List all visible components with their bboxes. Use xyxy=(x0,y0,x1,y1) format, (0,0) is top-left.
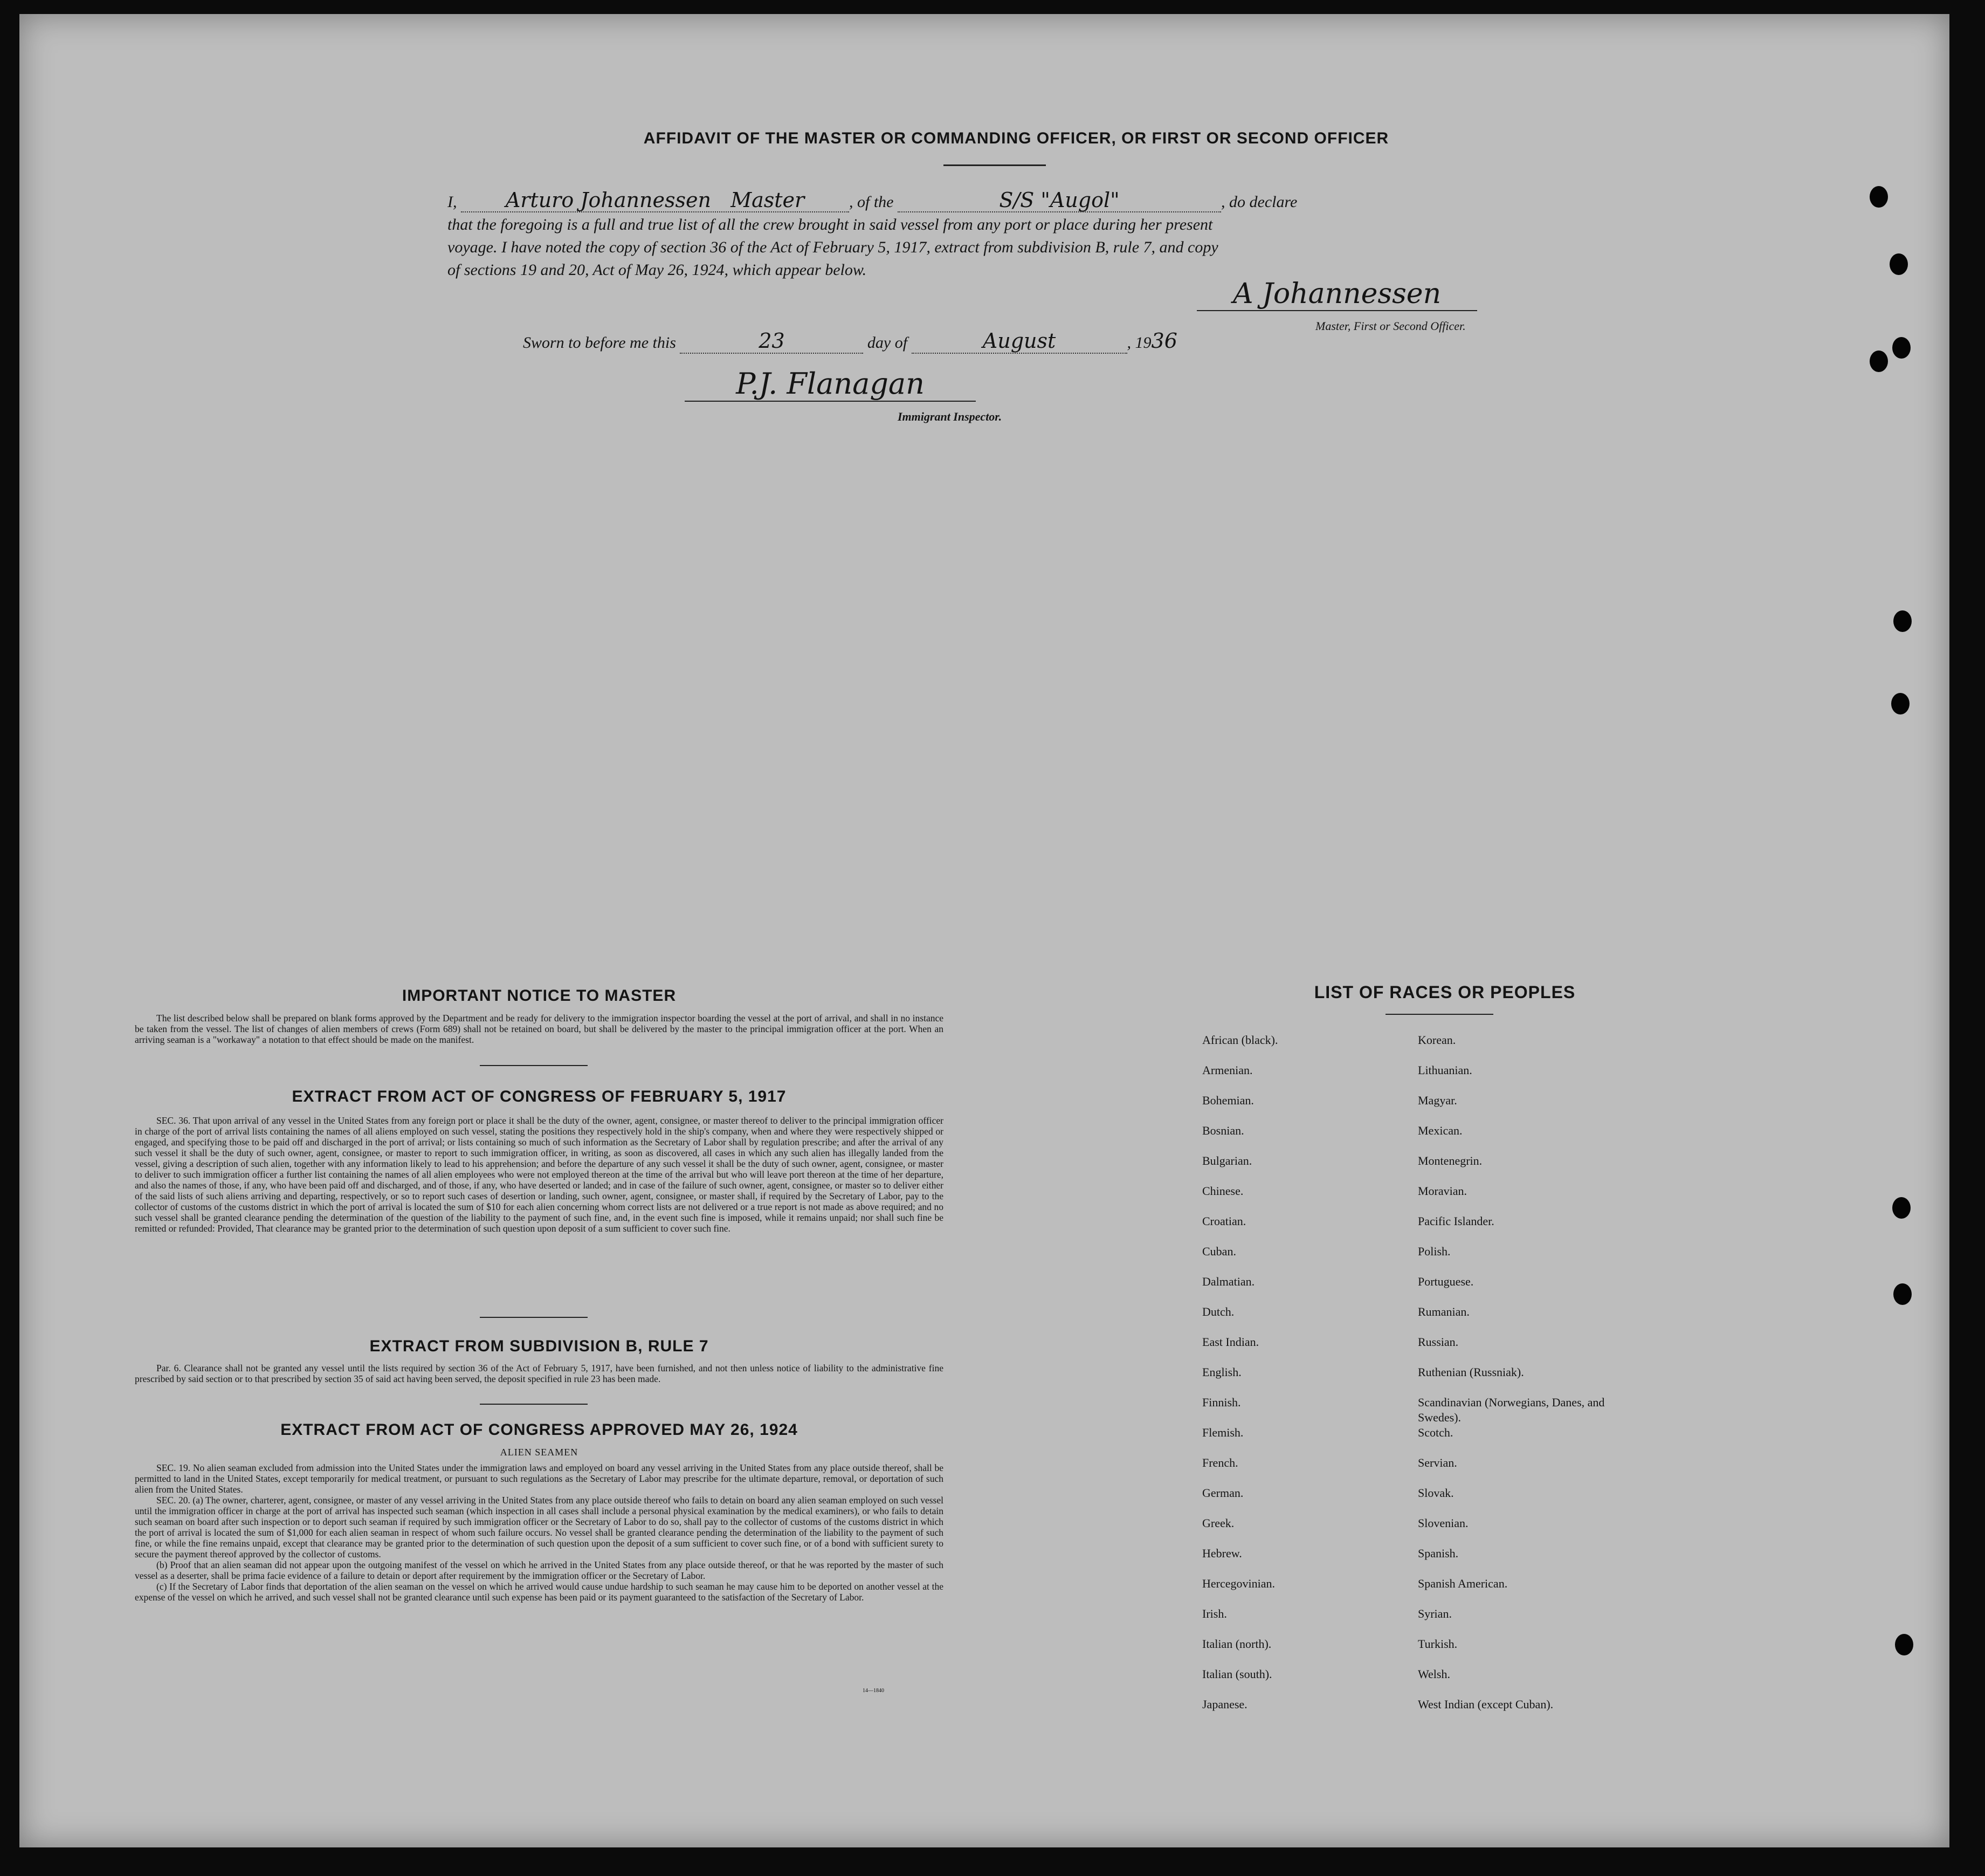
race-item: Italian (south). xyxy=(1202,1667,1272,1681)
master-signature: A Johannessen xyxy=(1197,278,1477,311)
race-item: Hebrew. xyxy=(1202,1547,1242,1560)
of-the-label: , of the xyxy=(849,193,894,211)
binder-hole xyxy=(1890,253,1908,275)
race-item: Moravian. xyxy=(1418,1184,1467,1198)
race-item: Magyar. xyxy=(1418,1094,1457,1107)
extract-1917-title: EXTRACT FROM ACT OF CONGRESS OF FEBRUARY 5, 1917 xyxy=(292,1088,787,1105)
inspector-label: Immigrant Inspector. xyxy=(898,410,1002,423)
section-20a-paragraph: SEC. 20. (a) The owner, charterer, agent, consignee, or master of any vessel arriving in the United States from any place outside thereof who fails to detain on board any alien seaman employed on such vessel until the immigration officer in charge at the port of arrival has inspected such seaman (which inspection in all cases shall include a personal physical examination by the medical examiners), or who fails to detain such seaman on board after such inspection or to deport such seaman if required by such immigration officer or the Secretary of Labor to do so, shall pay to the collector of customs of the customs district in which the port of arrival is located the sum of $1,000 for each alien seaman in respect of whom such failure occurs. No vessel shall be granted clearance pending the determination of the liability to the payment of such fine, or while the fine remains unpaid, except that clearance may be granted prior to the determination of such question upon the deposit of a sum sufficient to cover such fine, or of a bond with sufficient surety to secure the payment thereof approved by the collector of customs. xyxy=(135,1495,943,1559)
race-item: Servian. xyxy=(1418,1456,1457,1469)
sworn-day: 23 xyxy=(680,329,863,354)
binder-hole xyxy=(1892,337,1911,359)
race-item: Bohemian. xyxy=(1202,1094,1254,1107)
binder-hole xyxy=(1870,186,1888,208)
declaration-line-4: of sections 19 and 20, Act of May 26, 1924, which appear below. xyxy=(447,261,867,279)
races-title: LIST OF RACES OR PEOPLES xyxy=(1314,982,1576,1002)
races-column-1 xyxy=(1202,1033,1396,1727)
extract-1924-title: EXTRACT FROM ACT OF CONGRESS APPROVED MAY 26, 1924 xyxy=(280,1421,798,1439)
sworn-year: 36 xyxy=(1151,329,1177,353)
section-20b-paragraph: (b) Proof that an alien seaman did not appear upon the outgoing manifest of the vessel on which he arrived in the United States from any place outside thereof, or that he was reported by the master of such vessel as a deserter, shall be prima facie evidence of a failure to detain or deport after requirement by the immigration officer or the Secretary of Labor. xyxy=(135,1559,943,1581)
race-item: Bulgarian. xyxy=(1202,1154,1252,1167)
title-divider xyxy=(943,164,1046,166)
race-item: Bosnian. xyxy=(1202,1124,1244,1137)
race-item: Hercegovinian. xyxy=(1202,1577,1275,1590)
binder-hole xyxy=(1870,351,1888,372)
sworn-line xyxy=(523,329,1177,354)
binder-hole xyxy=(1891,693,1910,714)
divider xyxy=(480,1317,588,1318)
race-item: Spanish American. xyxy=(1418,1577,1508,1590)
divider xyxy=(480,1065,588,1066)
race-item: Scotch. xyxy=(1418,1426,1453,1439)
race-item: Korean. xyxy=(1418,1033,1456,1047)
race-item: Syrian. xyxy=(1418,1607,1452,1620)
declaration-line-2: that the foregoing is a full and true list of all the crew brought in said vessel from any port or place during her present xyxy=(447,216,1213,233)
declaration-line-3: voyage. I have noted the copy of section 36 of the Act of February 5, 1917, extract from subdivision B, rule 7, and copy xyxy=(447,238,1218,256)
binder-hole xyxy=(1895,1634,1913,1655)
notice-text xyxy=(135,1013,943,1045)
race-item: Italian (north). xyxy=(1202,1637,1272,1651)
race-item: African (black). xyxy=(1202,1033,1278,1047)
race-item: French. xyxy=(1202,1456,1238,1469)
race-item: German. xyxy=(1202,1486,1244,1500)
vessel-name-field: S/S "Augol" xyxy=(898,189,1221,212)
race-item: Chinese. xyxy=(1202,1184,1244,1198)
race-item: Turkish. xyxy=(1418,1637,1458,1651)
races-divider xyxy=(1386,1014,1493,1015)
subdivision-text xyxy=(135,1363,943,1384)
race-item: East Indian. xyxy=(1202,1335,1259,1349)
binder-hole xyxy=(1892,1197,1911,1219)
section-20c-paragraph: (c) If the Secretary of Labor finds that deportation of the alien seaman on the vessel on which he arrived would cause undue hardship to such seaman he may cause him to be deported on another vessel at the expense of the vessel on which he arrived, and such vessel shall not be granted clearance until such expense has been paid or its payment guaranteed to the satisfaction of the Secretary of Labor. xyxy=(135,1581,943,1603)
divider xyxy=(480,1404,588,1405)
race-item: Croatian. xyxy=(1202,1214,1246,1228)
race-item: Polish. xyxy=(1418,1245,1451,1258)
binder-hole xyxy=(1893,610,1912,632)
declaration-i: I, xyxy=(447,193,457,211)
race-item: Irish. xyxy=(1202,1607,1227,1620)
alien-seamen-subtitle: ALIEN SEAMEN xyxy=(500,1447,578,1458)
race-item: Pacific Islander. xyxy=(1418,1214,1494,1228)
master-name: Arturo Johannessen xyxy=(505,188,711,212)
race-item: Montenegrin. xyxy=(1418,1154,1483,1167)
race-item: Portuguese. xyxy=(1418,1275,1474,1288)
section-19-paragraph: SEC. 19. No alien seaman excluded from admission into the United States under the immigration laws and employed on board any vessel arriving in the United States from any place outside thereof, shall be permitted to land in the United States, except temporarily for medical treatment, or pursuant to such regulations as the Secretary of Labor may prescribe for the ultimate departure, removal, or deportation of such alien from the United States. xyxy=(135,1462,943,1495)
race-item: Japanese. xyxy=(1202,1698,1247,1711)
race-item: Greek. xyxy=(1202,1516,1235,1530)
day-of-label: day of xyxy=(867,334,908,352)
race-item: Ruthenian (Russniak). xyxy=(1418,1365,1524,1379)
race-item: Welsh. xyxy=(1418,1667,1450,1681)
extract-1924-text xyxy=(135,1462,943,1603)
race-item: Dutch. xyxy=(1202,1305,1235,1318)
race-item: Dalmatian. xyxy=(1202,1275,1255,1288)
year-prefix: , 19 xyxy=(1127,334,1152,352)
races-column-2 xyxy=(1418,1033,1644,1727)
inspector-signature: P.J. Flanagan xyxy=(685,367,976,402)
sworn-month: August xyxy=(912,329,1127,354)
race-item: Armenian. xyxy=(1202,1063,1253,1077)
affidavit-title: AFFIDAVIT OF THE MASTER OR COMMANDING OFFICER, OR FIRST OR SECOND OFFICER xyxy=(643,129,1389,147)
race-item: English. xyxy=(1202,1365,1242,1379)
race-item: Cuban. xyxy=(1202,1245,1236,1258)
race-item: Slovenian. xyxy=(1418,1516,1469,1530)
race-item: West Indian (except Cuban). xyxy=(1418,1698,1554,1711)
race-item: Slovak. xyxy=(1418,1486,1454,1500)
binder-hole xyxy=(1893,1283,1912,1305)
race-item: Finnish. xyxy=(1202,1396,1241,1409)
extract-1917-text xyxy=(135,1115,943,1234)
declaration-text xyxy=(447,189,1526,281)
master-name-field xyxy=(461,189,849,212)
race-item: Lithuanian. xyxy=(1418,1063,1472,1077)
sworn-prefix: Sworn to before me this xyxy=(523,334,676,352)
race-item: Russian. xyxy=(1418,1335,1459,1349)
notice-paragraph: The list described below shall be prepared on blank forms approved by the Department and be ready for delivery to the immigration inspector boarding the vessel at the port of arrival, and shall in no instance be taken from the vessel. The list of changes of alien members of crews (Form 689) shall not be retained on board, but shall be delivered by the master to the principal immigration officer at the port. When an arriving seaman is a "workaway" a notation to that effect should be made on the manifest. xyxy=(135,1013,943,1045)
race-item: Rumanian. xyxy=(1418,1305,1470,1318)
subdivision-title: EXTRACT FROM SUBDIVISION B, RULE 7 xyxy=(369,1337,709,1355)
form-number: 14—1840 xyxy=(863,1688,884,1694)
master-rank: Master xyxy=(730,188,805,212)
par-6-paragraph: Par. 6. Clearance shall not be granted any vessel until the lists required by section 36 of the Act of February 5, 1917, have been furnished, and not then unless notice of liability to the administrative fine prescribed by said section or to that prescribed by section 35 of said act having been served, the deposit specified in rule 23 has been made. xyxy=(135,1363,943,1384)
do-declare-label: , do declare xyxy=(1221,193,1298,211)
race-item: Spanish. xyxy=(1418,1547,1459,1560)
master-signature-label: Master, First or Second Officer. xyxy=(1315,319,1466,333)
race-item: Mexican. xyxy=(1418,1124,1463,1137)
race-item: Flemish. xyxy=(1202,1426,1244,1439)
notice-title: IMPORTANT NOTICE TO MASTER xyxy=(402,987,677,1005)
race-item: Scandinavian (Norwegians, Danes, and Swedes). xyxy=(1418,1396,1605,1424)
section-36-paragraph: SEC. 36. That upon arrival of any vessel in the United States from any foreign port or place it shall be the duty of the owner, agent, consignee, or master thereof to deliver to the principal immigration officer in charge of the port of arrival lists containing the names of all aliens employed on such vessel, stating the positions they respectively hold in the ship's company, when and where they were respectively shipped or engaged, and specifying those to be paid off and discharged in the port of arrival; or lists containing so much of such information as the Secretary of Labor shall by regulation prescribe; and after the arrival of any such vessel it shall be the duty of such owner, agent, consignee, or master to report to such immigration officer, in writing, as soon as discovered, all cases in which any such alien has illegally landed from the vessel, giving a description of such alien, together with any information likely to lead to his apprehension; and before the departure of any such vessel it shall be the duty of such owner, agent, consignee, or master to deliver to such immigration officer a further list containing the names of all alien employees who were not employed thereon at the time of the arrival but who will leave port thereon at the time of her departure, and also the names of those, if any, who have been paid off and discharged, and of those, if any, who have deserted or landed; and in case of the failure of such owner, agent, consignee, or master so to deliver either of the said lists of such aliens arriving and departing, respectively, or so to report such cases of desertion or landing, such owner, agent, consignee, or master shall, if required by the Secretary of Labor, pay to the collector of customs of the customs district in which the port of arrival is located the sum of $10 for each alien concerning whom correct lists are not delivered or a true report is not made as above required; and no such vessel shall be granted clearance pending the determination of the question of the liability to the payment of such fine, and, in the event such fine is imposed, while it remains unpaid; nor shall such fine be remitted or refunded: Provided, That clearance may be granted prior to the determination of such question upon deposit of a sum sufficient to cover such fine. xyxy=(135,1115,943,1234)
